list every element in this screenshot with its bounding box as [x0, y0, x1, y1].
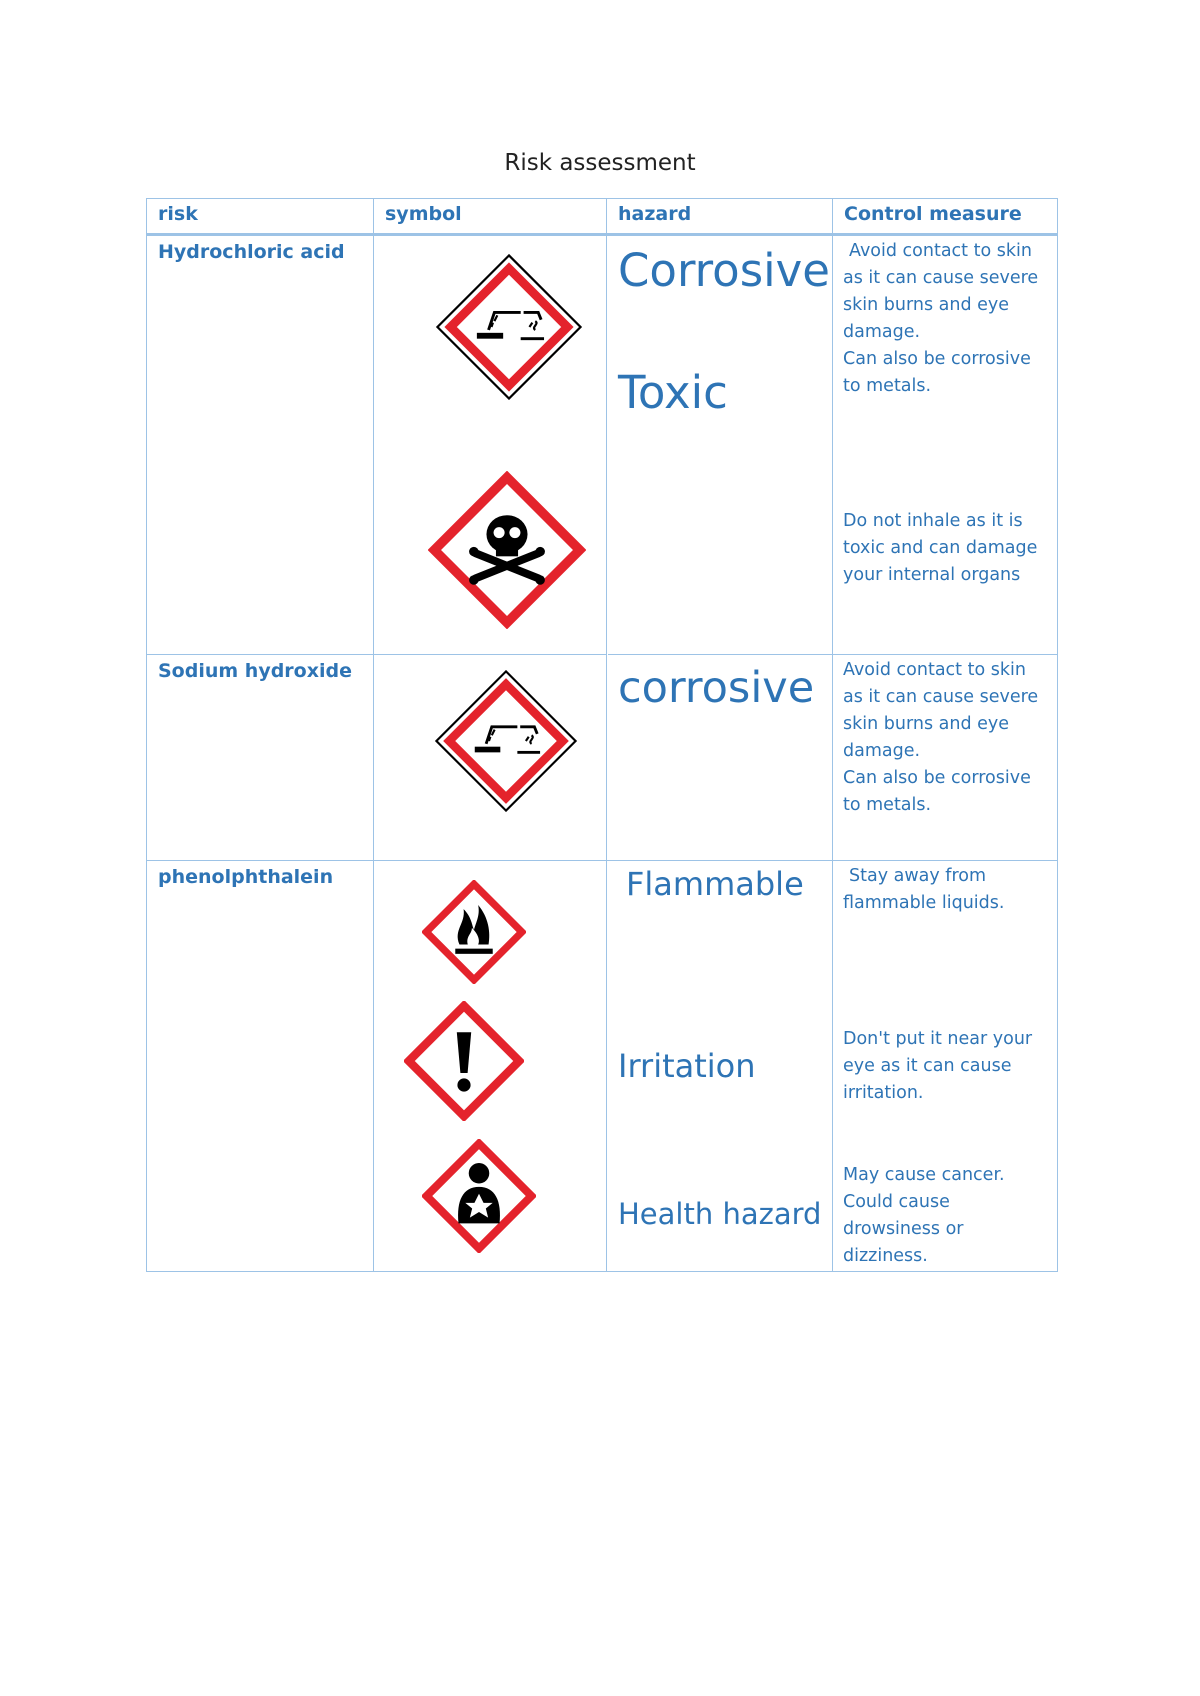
control-cell [833, 861, 1058, 1272]
hazard-label: Corrosive [618, 244, 830, 297]
symbol-cell [374, 861, 607, 1272]
chemical-name: phenolphthalein [147, 861, 374, 1272]
toxic-skull-icon [428, 471, 586, 629]
table-row [147, 655, 1058, 861]
header-symbol: symbol [374, 199, 607, 235]
corrosive-icon [435, 670, 577, 812]
risk-assessment-table [146, 198, 1058, 1272]
hazard-cell [607, 655, 833, 861]
table-row [147, 235, 1058, 655]
header-hazard: hazard [607, 199, 833, 235]
health-hazard-icon [422, 1139, 536, 1253]
control-cell [833, 235, 1058, 655]
hazard-label: Health hazard [618, 1197, 822, 1231]
control-measure-text: May cause cancer. Could cause drowsiness or dizziness. [843, 1165, 1005, 1266]
header-risk: risk [147, 199, 374, 235]
control-measure-text: Stay away from flammable liquids. [843, 866, 1005, 913]
header-control-measure: Control measure [833, 199, 1058, 235]
table-row [147, 861, 1058, 1272]
symbol-cell [374, 655, 607, 861]
table-header-row [147, 199, 1058, 235]
hazard-cell [607, 235, 833, 655]
document-title: Risk assessment [504, 150, 696, 176]
corrosive-icon [436, 254, 582, 400]
control-measure-text: Avoid contact to skin as it can cause severe skin burns and eye damage. Can also be corrosive to metals. [843, 241, 1039, 396]
chemical-name: Hydrochloric acid [147, 235, 374, 655]
control-measure-text: Avoid contact to skin as it can cause severe skin burns and eye damage. Can also be corrosive to metals. [843, 660, 1039, 815]
control-cell [833, 655, 1058, 861]
hazard-label: corrosive [618, 663, 815, 713]
chemical-name: Sodium hydroxide [147, 655, 374, 861]
flammable-icon [422, 880, 526, 984]
control-measure-text: Do not inhale as it is toxic and can damage your internal organs [843, 511, 1038, 585]
exclamation-irritant-icon [404, 1001, 524, 1121]
hazard-label: Irritation [618, 1047, 756, 1085]
symbol-cell [374, 235, 607, 655]
control-measure-text: Don't put it near your eye as it can cause irritation. [843, 1029, 1033, 1103]
hazard-label: Flammable [626, 865, 804, 903]
hazard-label: Toxic [618, 366, 728, 419]
hazard-cell [607, 861, 833, 1272]
